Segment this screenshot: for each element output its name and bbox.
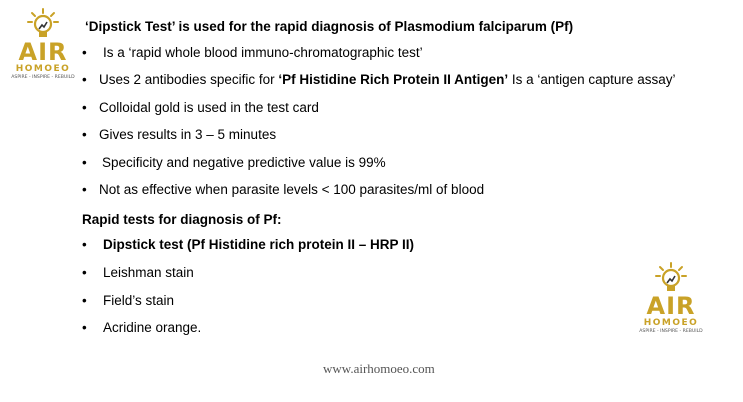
- bullet-dot: •: [82, 45, 87, 60]
- bullet-item: [82, 100, 319, 115]
- rapid-test-item: [82, 320, 201, 335]
- logo-air-text: AIR: [646, 292, 696, 320]
- rapid-test-item: [82, 293, 174, 308]
- bullet-item: [82, 45, 423, 60]
- bullet-dot: •: [82, 127, 87, 142]
- logo-homoeo-text: HOMOEO: [15, 64, 71, 74]
- bullet-dot: •: [82, 265, 87, 280]
- bullet-item: [82, 127, 276, 142]
- bullet-dot: •: [82, 72, 87, 87]
- footer-url: www.airhomoeo.com: [323, 361, 435, 376]
- rapid-test-item: [82, 237, 414, 252]
- bullet-text: Gives results in 3 – 5 minutes: [99, 127, 277, 142]
- logo-homoeo-text: HOMOEO: [643, 318, 699, 328]
- logo-tagline: ASPIRE - INSPIRE - REBUILD: [639, 329, 703, 334]
- bullet-dot: •: [82, 320, 87, 335]
- logo-top-left: [8, 8, 78, 81]
- bullet-text-part: Uses 2 antibodies specific for: [99, 72, 279, 87]
- bullet-dot: •: [82, 100, 87, 115]
- logo-tagline: ASPIRE - INSPIRE - REBUILD: [11, 75, 75, 80]
- rapid-tests-subheading: Rapid tests for diagnosis of Pf:: [82, 212, 282, 227]
- bullet-text-part: Is a ‘antigen capture assay’: [508, 72, 676, 87]
- bullet-item: [82, 72, 675, 87]
- bullet-text: [99, 72, 675, 87]
- bullet-dot: •: [82, 293, 87, 308]
- bullet-item: [82, 182, 484, 197]
- slide-heading: ‘Dipstick Test’ is used for the rapid diagnosis of Plasmodium falciparum (Pf): [85, 19, 574, 34]
- rapid-test-text: Leishman stain: [103, 265, 194, 280]
- rapid-test-text: Acridine orange.: [103, 320, 202, 335]
- rapid-test-item: [82, 265, 194, 280]
- logo-bottom-right: [632, 262, 710, 335]
- bullet-text-bold: ‘Pf Histidine Rich Protein II Antigen’: [278, 72, 509, 87]
- bullet-item: [82, 155, 386, 170]
- rapid-test-text: Dipstick test (Pf Histidine rich protein II – HRP II): [103, 237, 415, 252]
- bullet-text: Colloidal gold is used in the test card: [99, 100, 319, 115]
- logo-air-text: AIR: [18, 38, 68, 66]
- bullet-dot: •: [82, 155, 87, 170]
- bullet-text: Not as effective when parasite levels < 100 parasites/ml of blood: [99, 182, 485, 197]
- lightbulb-icon: [25, 8, 61, 40]
- rapid-test-text: Field’s stain: [103, 293, 175, 308]
- bullet-text: Specificity and negative predictive value is 99%: [102, 155, 386, 170]
- bullet-text: Is a ‘rapid whole blood immuno-chromatographic test’: [103, 45, 423, 60]
- lightbulb-icon: [653, 262, 689, 294]
- bullet-dot: •: [82, 182, 87, 197]
- bullet-dot: •: [82, 237, 87, 252]
